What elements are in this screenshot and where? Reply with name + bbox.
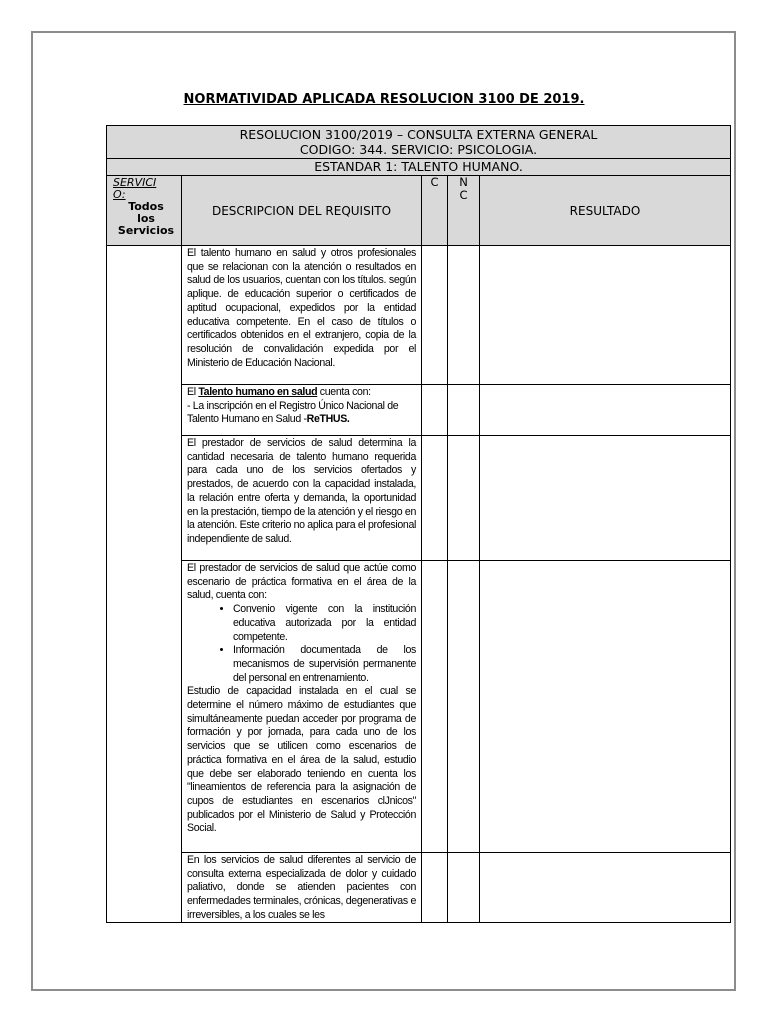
- nc-cell: [448, 436, 480, 561]
- table-row: [107, 385, 731, 436]
- resolution-header-line2: CODIGO: 344. SERVICIO: PSICOLOGIA.: [299, 142, 538, 157]
- table-row: [107, 853, 731, 923]
- requirement-text: [182, 385, 422, 436]
- nc-header-line1: N: [459, 175, 468, 189]
- requirement-text: [182, 561, 422, 853]
- requirements-table: [106, 125, 731, 923]
- r4-bullet: • Información documentada de los mecanismos de supervisión permanente del personal en entrenamiento.: [233, 644, 416, 685]
- nc-cell: [448, 561, 480, 853]
- nc-header: [448, 176, 480, 246]
- resultado-cell: [480, 385, 731, 436]
- servicio-header: [107, 176, 182, 246]
- table-row: [107, 561, 731, 853]
- r4-text: Estudio de capacidad instalada en el cual se determine el número máximo de estudiantes que simultáneamente puedan acceder por programa de formación y por jornada, para cada uno de los servicios que se utilicen como escenarios de práctica formativa en el área de la salud, estudio que debe ser elaborado teniendo en cuenta los "lineamientos de referencia para la asignación de cupos de estudiantes en escenarios clJnicos" publicados por el Ministerio de Salud y Protección Social.: [187, 685, 416, 835]
- servicio-value-3: Servicios: [117, 224, 175, 237]
- r4-bullets: [187, 603, 416, 685]
- r5-text: En los servicios de salud diferentes al servicio de consulta externa especializada de dolor y cuidado paliativo, donde se atienden pacientes con enfermedades terminales, crónicas, degenerativas e irreversibles, a los cuales se les: [187, 854, 416, 920]
- r2-bold2: ReTHUS.: [306, 413, 350, 426]
- resultado-cell: [480, 561, 731, 853]
- table-row: [107, 246, 731, 385]
- nc-cell: [448, 385, 480, 436]
- r2-bold: Talento humano en salud: [198, 386, 318, 398]
- r2-line2: - La inscripción en el Registro Único Nacional de Talento Humano en Salud -: [187, 399, 399, 426]
- resolution-header: [107, 126, 731, 159]
- servicio-value-1: Todos: [128, 200, 164, 213]
- c-header: C: [422, 176, 448, 246]
- r4-bullet: • Convenio vigente con la institución educativa autorizada por la entidad competente.: [233, 603, 416, 644]
- r2-suffix: cuenta con:: [317, 386, 371, 398]
- c-cell: [422, 385, 448, 436]
- requirement-text: [182, 853, 422, 923]
- c-cell: [422, 436, 448, 561]
- resultado-cell: [480, 436, 731, 561]
- table-row: [107, 436, 731, 561]
- descripcion-header: DESCRIPCION DEL REQUISITO: [182, 176, 422, 246]
- table-header-row: [107, 126, 731, 159]
- resolution-header-line1: RESOLUCION 3100/2019 – CONSULTA EXTERNA GENERAL: [239, 127, 598, 142]
- resultado-cell: [480, 853, 731, 923]
- standard-header: ESTANDAR 1: TALENTO HUMANO.: [107, 159, 731, 176]
- servicio-label-part1: SERVICI: [113, 176, 157, 189]
- resultado-cell: [480, 246, 731, 385]
- column-header-row: [107, 176, 731, 246]
- r2-prefix: El: [187, 386, 199, 398]
- requirement-text: El prestador de servicios de salud determina la cantidad necesaria de talento humano requerida para cada uno de los servicios ofertados y prestados, de acuerdo con la capacidad instalada, la relación entre oferta y demanda, la oportunidad en la prestación, tiempo de la atención y el riesgo en la atención. Este criterio no aplica para el profesional independiente de salud.: [182, 436, 422, 561]
- requirement-text: El talento humano en salud y otros profesionales que se relacionan con la atención o resultados en salud de los usuarios, cuentan con los títulos. según aplique. de educación superior o certificados de aptitud ocupacional, expedidos por la entidad educativa competente. En el caso de títulos o certificados obtenidos en el extranjero, copia de la resolución de convalidación expedida por el Ministerio de Educación Nacional.: [182, 246, 422, 385]
- servicio-value-2: los: [137, 212, 155, 225]
- servicio-cell: [107, 246, 182, 923]
- resultado-header: RESULTADO: [480, 176, 731, 246]
- standard-row: [107, 159, 731, 176]
- c-cell: [422, 561, 448, 853]
- nc-cell: [448, 853, 480, 923]
- r4-intro: El prestador de servicios de salud que actúe como escenario de práctica formativa en el área de la salud, cuenta con:: [187, 562, 416, 602]
- c-cell: [422, 853, 448, 923]
- nc-cell: [448, 246, 480, 385]
- nc-header-line2: C: [459, 188, 468, 202]
- c-cell: [422, 246, 448, 385]
- document-title: NORMATIVIDAD APLICADA RESOLUCION 3100 DE 2019.: [183, 92, 585, 107]
- servicio-label-part2: O:: [113, 188, 126, 201]
